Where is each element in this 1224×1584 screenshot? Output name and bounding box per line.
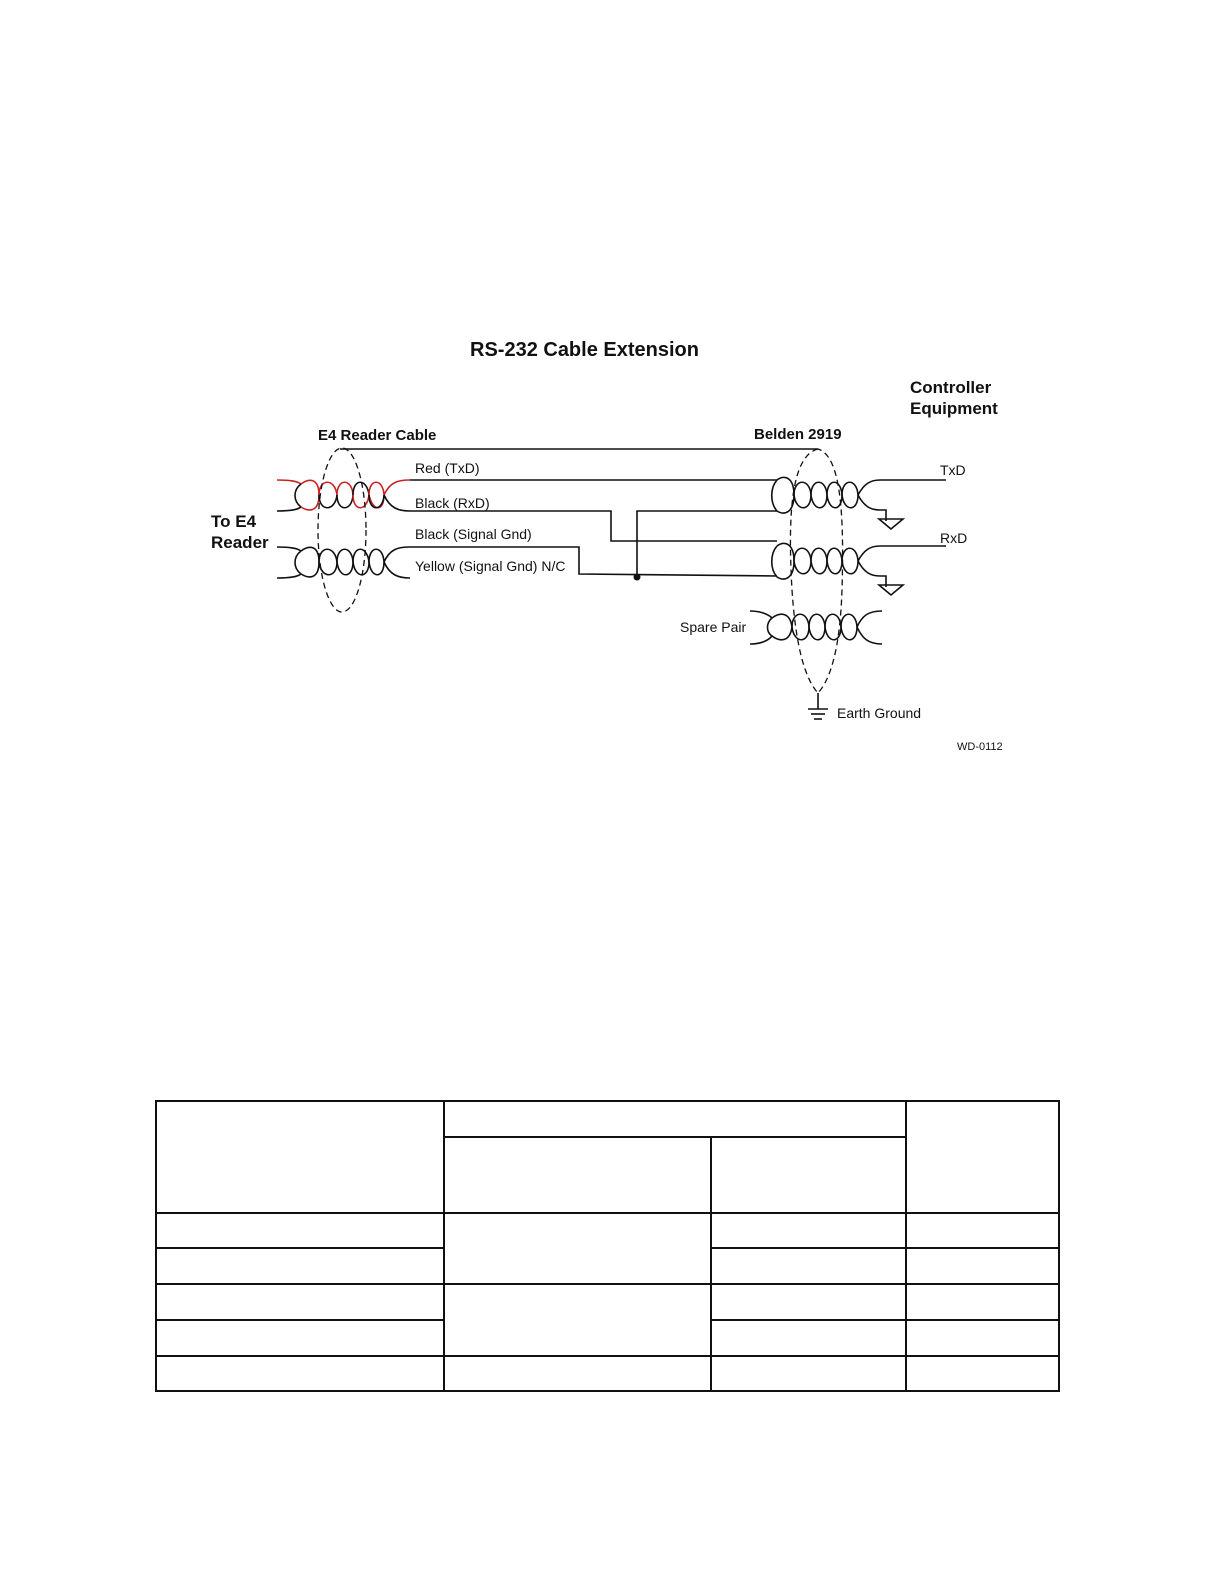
controller-equipment-label-line2: Equipment: [910, 399, 998, 418]
table-header-cell: [156, 1101, 444, 1213]
table-cell: [906, 1248, 1059, 1284]
wire-label-black-signal-gnd: Black (Signal Gnd): [415, 526, 532, 542]
spare-pair: [750, 611, 882, 644]
e4-reader-cable-label: E4 Reader Cable: [318, 427, 437, 444]
to-e4-reader-label-line2: Reader: [211, 533, 269, 552]
table-row: [156, 1356, 1059, 1391]
e4-twisted-pair-2: [277, 547, 410, 578]
belden-twisted-pair-1: [772, 477, 946, 529]
junction-dot: [634, 574, 641, 581]
wire-label-yellow-signal-gnd: Yellow (Signal Gnd) N/C: [415, 558, 566, 574]
table-cell: [906, 1284, 1059, 1320]
earth-ground-label: Earth Ground: [837, 705, 922, 721]
table-header-cell: [711, 1137, 906, 1213]
table-cell: [444, 1284, 711, 1356]
to-e4-reader-label: To E4: [211, 512, 257, 531]
table-cell: [444, 1356, 711, 1391]
table-cell: [711, 1213, 906, 1248]
terminal-label-txd: TxD: [940, 462, 966, 478]
table-cell: [711, 1284, 906, 1320]
table-cell: [156, 1248, 444, 1284]
spare-pair-label: Spare Pair: [680, 619, 747, 635]
table-cell: [156, 1284, 444, 1320]
drawing-number: WD-0112: [957, 741, 1003, 753]
table-cell: [711, 1248, 906, 1284]
table-header-cell: [444, 1101, 906, 1137]
wire-label-red-txd: Red (TxD): [415, 460, 480, 476]
table-cell: [444, 1213, 711, 1284]
table-cell: [906, 1320, 1059, 1356]
wire-black-signal-gnd-run: [637, 511, 777, 577]
table-cell: [906, 1213, 1059, 1248]
table-header-cell: [906, 1101, 1059, 1213]
table-cell: [156, 1356, 444, 1391]
table-header-row: [156, 1101, 1059, 1137]
earth-ground-icon: [808, 693, 828, 719]
cable-spec-table: [155, 1100, 1060, 1392]
e4-cable-shield: [318, 448, 366, 612]
table-cell: [156, 1213, 444, 1248]
diagram-title: RS-232 Cable Extension: [470, 339, 699, 361]
table-cell: [906, 1356, 1059, 1391]
table-row: [156, 1213, 1059, 1248]
table-cell: [711, 1320, 906, 1356]
controller-equipment-label: Controller: [910, 378, 992, 397]
wire-label-black-rxd: Black (RxD): [415, 495, 490, 511]
table-row: [156, 1284, 1059, 1320]
belden-2919-label: Belden 2919: [754, 426, 842, 443]
table-cell: [156, 1320, 444, 1356]
table-cell: [711, 1356, 906, 1391]
terminal-label-rxd: RxD: [940, 530, 968, 546]
table-header-cell: [444, 1137, 711, 1213]
belden-twisted-pair-2: [772, 543, 946, 595]
e4-twisted-pair-1: [277, 480, 410, 511]
